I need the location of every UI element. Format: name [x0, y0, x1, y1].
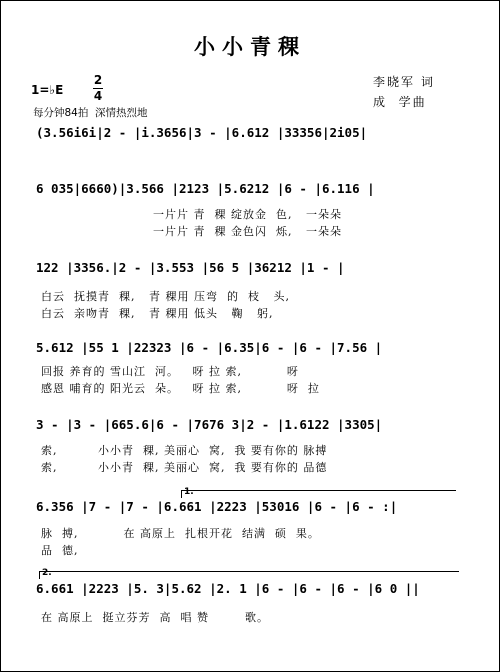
- volta-number-2: 2.: [42, 568, 52, 578]
- notation-line-4: 5.612 |55 1 |22323 |6 - |6.35|6 - |6 - |7.56 |: [36, 340, 383, 355]
- volta-bracket-1-hook: [181, 490, 182, 498]
- lyric-line-4-verse-2: 感恩 哺育的 阳光云 朵。 呀 拉 索, 呀 拉: [41, 382, 320, 395]
- lyric-line-3-verse-1: 白云 抚摸青 稞, 青 稞用 压弯 的 枝 头,: [41, 290, 290, 303]
- lyric-line-2-verse-2: 一片片 青 稞 金色闪 烁, 一朵朵: [153, 225, 342, 238]
- lyric-line-5-verse-1: 索, 小小青 稞, 美丽心 窝, 我 要有你的 脉搏: [41, 444, 328, 457]
- composer-credit: 成 学曲: [373, 95, 427, 109]
- notation-line-1: (3.56i6i|2 - |i.3656|3 - |6.612 |33356|2i05|: [36, 125, 368, 140]
- lyric-line-7: 在 高原上 挺立芬芳 高 唱 赞 歌。: [41, 611, 269, 624]
- notation-line-2: 6 035|6660)|3.566 |2123 |5.6212 |6 - |6.116 |: [36, 181, 375, 196]
- lyric-line-3-verse-2: 白云 亲吻青 稞, 青 稞用 低头 鞠 躬,: [41, 307, 274, 320]
- lyric-line-6-verse-1: 脉 搏, 在 高原上 扎根开花 结满 硕 果。: [41, 527, 320, 540]
- lyric-line-5-verse-2: 索, 小小青 稞, 美丽心 窝, 我 要有你的 品德: [41, 461, 328, 474]
- notation-line-5: 3 - |3 - |665.6|6 - |7676 3|2 - |1.6122 |3305|: [36, 417, 383, 432]
- notation-line-6: 6.356 |7 - |7 - |6.661 |2223 |53016 |6 - |6 - :|: [36, 499, 398, 514]
- time-signature-top: 2: [93, 73, 103, 87]
- key-signature: 1=♭E: [31, 83, 64, 97]
- volta-bracket-2-hook: [39, 571, 40, 579]
- lyricist-credit: 李晓军 词: [373, 75, 435, 89]
- volta-bracket-2: [39, 571, 459, 572]
- notation-line-3: 122 |3356.|2 - |3.553 |56 5 |36212 |1 - |: [36, 260, 345, 275]
- time-signature-bottom: 4: [93, 89, 103, 103]
- lyric-line-6-verse-2: 品 德,: [41, 544, 79, 557]
- lyric-line-4-verse-1: 回报 养育的 雪山江 河。 呀 拉 索, 呀: [41, 365, 299, 378]
- volta-bracket-1: [181, 490, 456, 491]
- lyric-line-2-verse-1: 一片片 青 稞 绽放金 色, 一朵朵: [153, 208, 342, 221]
- notation-line-7: 6.661 |2223 |5. 3|5.62 |2. 1 |6 - |6 - |6 - |6 0 ||: [36, 581, 420, 596]
- tempo-marking: 每分钟84拍 深情热烈地: [33, 107, 148, 119]
- song-title: 小小青稞: [194, 35, 306, 59]
- volta-number-1: 1.: [184, 487, 194, 497]
